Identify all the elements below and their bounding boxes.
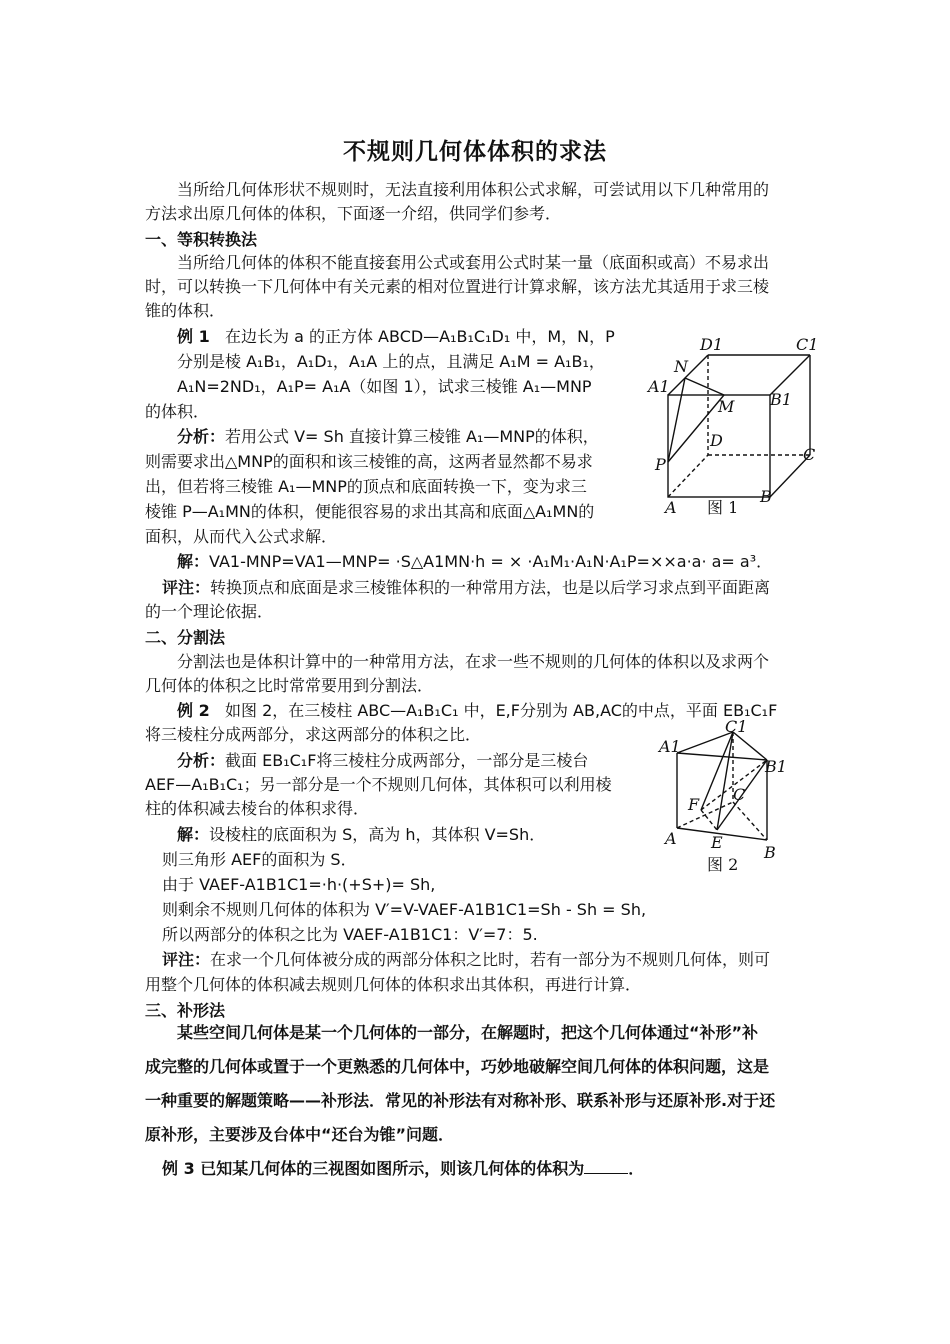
- example-1-line-2: 分别是棱 A₁B₁，A₁D₁，A₁A 上的点，且满足 A₁M = A₁B₁，: [177, 352, 605, 371]
- sec3-para-line-3: 一种重要的解题策略——补形法．常见的补形法有对称补形、联系补形与还原补形.对于还: [145, 1091, 776, 1110]
- analysis-1-line-2: 则需要求出△MNP的面积和该三棱锥的高，这两者显然都不易求: [145, 452, 593, 471]
- example-2-text-1: 如图 2，在三棱柱 ABC—A₁B₁C₁ 中，E,F分别为 AB,AC的中点，平面 EB₁C₁F: [224, 701, 778, 720]
- fig1-label-d1: D1: [700, 335, 724, 354]
- fig2-label-c1: C1: [725, 720, 748, 736]
- intro-line-1: 当所给几何体形状不规则时，无法直接利用体积公式求解，可尝试用以下几种常用的: [177, 180, 770, 199]
- fig1-label-m: M: [718, 397, 735, 416]
- sec3-para-line-1: 某些空间几何体是某一个几何体的一部分，在解题时，把这个几何体通过“补形”补: [177, 1023, 759, 1042]
- fig2-label-a: A: [665, 829, 677, 848]
- fig1-label-a1: A1: [648, 377, 670, 396]
- section-1-heading: 一、等积转换法: [145, 230, 258, 249]
- example-1-line-1: [177, 325, 615, 348]
- analysis-1-line-4: 棱锥 P—A₁MN的体积，便能很容易的求出其高和底面△A₁MN的: [145, 502, 595, 521]
- fig2-label-b: B: [764, 843, 776, 862]
- fig1-label-b1: B1: [770, 390, 792, 409]
- fig1-label-p: P: [655, 455, 666, 474]
- sec3-para-line-4: 原补形，主要涉及台体中“还台为锥”问题．: [145, 1125, 455, 1144]
- comment-2-label: 评注：: [162, 950, 211, 969]
- intro-line-2: 方法求出原几何体的体积，下面逐一介绍，供同学们参考．: [145, 204, 562, 223]
- solution-2-line-3: 由于 VAEF-A1B1C1=·h·(+S+)= Sh,: [162, 875, 436, 894]
- fig1-caption: 图 1: [707, 498, 739, 517]
- example-1-text-1: 在边长为 a 的正方体 ABCD—A₁B₁C₁D₁ 中，M，N，P: [224, 327, 615, 346]
- solution-2-line-4: 则剩余不规则几何体的体积为 V′=V-VAEF-A1B1C1=Sh - Sh = Sh,: [162, 900, 647, 919]
- fig1-label-c1: C1: [796, 335, 819, 354]
- analysis-1-text-1: 若用公式 V= Sh 直接计算三棱锥 A₁—MNP的体积，: [225, 427, 599, 446]
- solution-2-line-1: [177, 823, 545, 846]
- analysis-1-line-5: 面积，从而代入公式求解．: [145, 527, 338, 546]
- figure-1-cube: [640, 330, 830, 520]
- solution-2-text-1: 设棱柱的底面积为 S，高为 h，其体积 V=Sh．: [209, 825, 546, 844]
- comment-1-line-1: [162, 576, 770, 599]
- section-3-heading: 三、补形法: [145, 1001, 226, 1020]
- section-2-heading: 二、分割法: [145, 628, 226, 647]
- fig2-caption: 图 2: [707, 855, 739, 874]
- answer-blank: [584, 1158, 628, 1174]
- fig1-label-d: D: [710, 431, 723, 450]
- sec1-para-line-2: 时，可以转换一下几何体中有关元素的相对位置进行计算求解，该方法尤其适用于求三棱: [145, 277, 770, 296]
- page-title: 不规则几何体体积的求法: [343, 139, 607, 165]
- sec2-para-line-1: 分割法也是体积计算中的一种常用方法，在求一些不规则的几何体的体积以及求两个: [177, 652, 770, 671]
- example-2-line-2: 将三棱柱分成两部分，求这两部分的体积之比．: [145, 725, 482, 744]
- comment-2-line-1: [162, 948, 770, 971]
- fig1-label-a: A: [665, 498, 677, 517]
- fig1-label-b: B: [760, 487, 772, 506]
- solution-2-line-2: 则三角形 AEF的面积为 S．: [162, 850, 357, 869]
- solution-1-label: 解：: [177, 552, 210, 571]
- example-1-line-4: 的体积．: [145, 402, 210, 421]
- example-1-label: 例 1: [177, 327, 210, 346]
- analysis-1-line-3: 出，但若将三棱锥 A₁—MNP的顶点和底面转换一下，变为求三: [145, 477, 587, 496]
- sec1-para-line-1: 当所给几何体的体积不能直接套用公式或套用公式时某一量（底面积或高）不易求出: [177, 253, 770, 272]
- solution-2-line-5: 所以两部分的体积之比为 VAEF-A1B1C1：V′=7：5.: [162, 925, 538, 944]
- comment-1-line-2: 的一个理论依据．: [145, 602, 274, 621]
- comment-1-text-1: 转换顶点和底面是求三棱锥体积的一种常用方法，也是以后学习求点到平面距离: [210, 578, 771, 597]
- analysis-1-label: 分析：: [177, 427, 226, 446]
- sec2-para-line-2: 几何体的体积之比时常常要用到分割法．: [145, 676, 434, 695]
- analysis-2-line-3: 柱的体积减去棱台的体积求得．: [145, 799, 370, 818]
- analysis-2-text-1: 截面 EB₁C₁F将三棱柱分成两部分，一部分是三棱台: [225, 751, 589, 770]
- solution-2-label: 解：: [177, 825, 210, 844]
- example-3-text: 例 3 已知某几何体的三视图如图所示，则该几何体的体积为: [162, 1159, 585, 1178]
- solution-1-text: VA1-MNP=VA1—MNP= ·S△A1MN·h = × ·A₁M₁·A₁N·A₁P=××a·a· a= a³．: [209, 552, 773, 571]
- fig1-label-c: C: [803, 445, 816, 464]
- example-2-line-1: [177, 699, 777, 722]
- analysis-1-line-1: [177, 425, 599, 448]
- analysis-2-label: 分析：: [177, 751, 226, 770]
- figure-2-prism: [655, 720, 805, 880]
- solution-1-line: [177, 550, 772, 573]
- fig2-label-a1: A1: [659, 737, 681, 756]
- sec3-para-line-2: 成完整的几何体或置于一个更熟悉的几何体中，巧妙地破解空间几何体的体积问题，这是: [145, 1057, 770, 1076]
- comment-1-label: 评注：: [162, 578, 211, 597]
- comment-2-text-1: 在求一个几何体被分成的两部分体积之比时，若有一部分为不规则几何体，则可: [210, 950, 771, 969]
- example-2-label: 例 2: [177, 701, 210, 720]
- fig2-label-f: F: [688, 795, 700, 814]
- sec1-para-line-3: 锥的体积．: [145, 301, 226, 320]
- comment-2-line-2: 用整个几何体的体积减去规则几何体的体积求出其体积，再进行计算．: [145, 975, 642, 994]
- fig2-label-c: C: [733, 785, 746, 804]
- analysis-2-line-1: [177, 749, 588, 772]
- fig2-label-b1: B1: [765, 757, 787, 776]
- example-3-end: ．: [628, 1159, 645, 1178]
- analysis-2-line-2: AEF—A₁B₁C₁；另一部分是一个不规则几何体，其体积可以利用棱: [145, 775, 612, 794]
- example-1-line-3: A₁N=2ND₁，A₁P= A₁A（如图 1），试求三棱锥 A₁—MNP: [177, 377, 592, 396]
- fig1-label-n: N: [674, 357, 688, 376]
- example-3-line: [162, 1157, 644, 1180]
- fig2-label-e: E: [711, 833, 723, 852]
